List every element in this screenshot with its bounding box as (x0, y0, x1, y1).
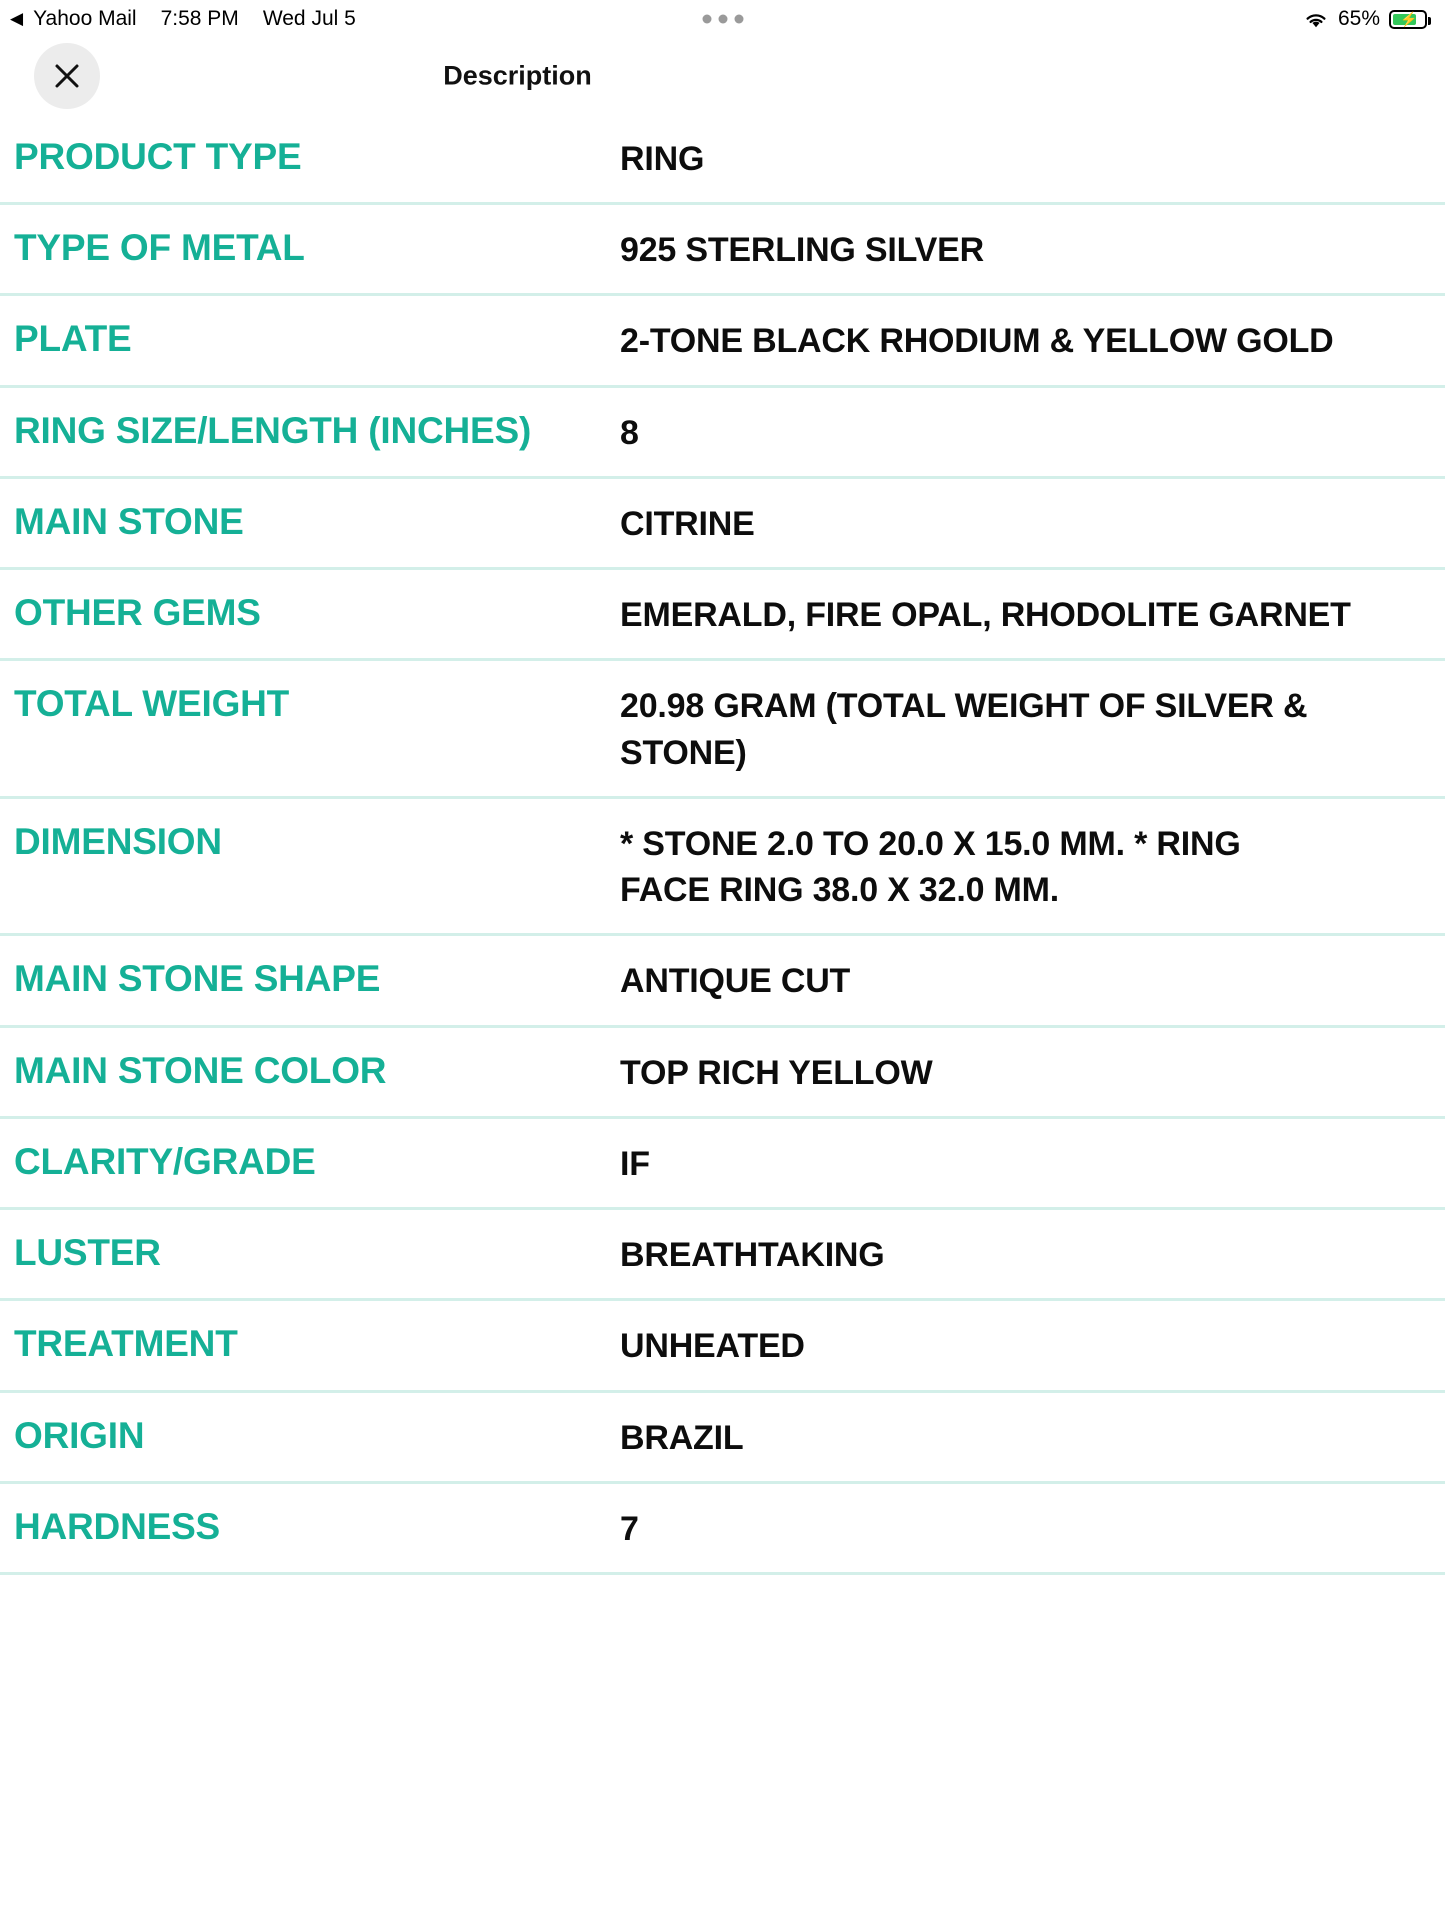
row-value-line: 7 (620, 1509, 639, 1548)
row-label: HARDNESS (14, 1505, 221, 1547)
row-value (620, 1209, 1445, 1300)
row-value (620, 935, 1445, 1026)
row-value-line: TOP RICH YELLOW (620, 1053, 933, 1092)
status-bar-date: Wed Jul 5 (262, 7, 356, 30)
row-label: DIMENSION (14, 820, 222, 862)
row-value (620, 1300, 1445, 1391)
table-row (0, 1117, 1445, 1208)
status-bar-left (10, 7, 356, 31)
row-label: RING SIZE/LENGTH (INCHES) (14, 409, 532, 451)
table-row (0, 1026, 1445, 1117)
table-row (0, 797, 1445, 934)
table-row (0, 1391, 1445, 1482)
row-label: LUSTER (14, 1232, 161, 1274)
table-row (0, 935, 1445, 1026)
row-label: PRODUCT TYPE (14, 136, 302, 177)
row-value-line: UNHEATED (620, 1327, 805, 1366)
table-row (0, 660, 1445, 797)
row-value-line: ANTIQUE CUT (620, 962, 851, 1001)
row-value-line: 2-TONE BLACK RHODIUM & YELLOW GOLD (620, 322, 1334, 361)
charging-bolt-icon: ⚡ (1400, 11, 1418, 27)
status-bar-right (1303, 7, 1427, 31)
row-value (620, 1391, 1445, 1482)
row-value-line: RING (620, 140, 705, 178)
dot-1 (702, 15, 711, 24)
dot-2 (718, 15, 727, 24)
table-row (0, 295, 1445, 386)
row-value (620, 1117, 1445, 1208)
row-value (620, 660, 1445, 797)
back-arrow-icon[interactable]: ◀ (10, 8, 24, 28)
battery-percent-label: 65% (1337, 7, 1380, 30)
table-row (0, 1482, 1445, 1573)
row-label: TREATMENT (14, 1323, 238, 1365)
status-bar (0, 0, 1445, 38)
nav-bar (0, 38, 1445, 114)
row-value (620, 204, 1445, 295)
row-label: TYPE OF METAL (14, 227, 305, 269)
row-value (620, 386, 1445, 477)
row-value (620, 797, 1445, 934)
row-label: CLARITY/GRADE (14, 1140, 316, 1182)
row-value-line: IF (620, 1144, 650, 1183)
description-table-container[interactable] (0, 114, 1445, 1575)
row-label: TOTAL WEIGHT (14, 683, 290, 725)
row-value-line: * STONE 2.0 TO 20.0 X 15.0 MM. * RING (620, 824, 1241, 863)
description-table (0, 114, 1445, 1575)
row-value-line: 925 STERLING SILVER (620, 231, 984, 270)
row-value (620, 477, 1445, 568)
row-value-line: EMERALD, FIRE OPAL, RHODOLITE GARNET (620, 596, 1351, 635)
row-label: PLATE (14, 318, 132, 360)
status-bar-time: 7:58 PM (160, 7, 239, 30)
dot-3 (734, 15, 743, 24)
row-value (620, 1026, 1445, 1117)
table-row (0, 204, 1445, 295)
table-row (0, 569, 1445, 660)
table-row (0, 386, 1445, 477)
row-value-line: 8 (620, 413, 639, 452)
table-row (0, 114, 1445, 204)
row-value-line: BRAZIL (620, 1418, 744, 1457)
row-value (620, 114, 1445, 204)
row-label: MAIN STONE SHAPE (14, 958, 381, 1000)
row-value-line: CITRINE (620, 504, 755, 543)
row-label: OTHER GEMS (14, 592, 261, 634)
row-value-line: BREATHTAKING (620, 1236, 885, 1275)
row-label: MAIN STONE COLOR (14, 1049, 387, 1091)
row-value (620, 569, 1445, 660)
table-row (0, 1209, 1445, 1300)
row-value (620, 1482, 1445, 1573)
table-row (0, 477, 1445, 568)
row-label: ORIGIN (14, 1414, 145, 1456)
wifi-icon (1303, 10, 1329, 29)
page-title: Description (443, 60, 592, 91)
status-bar-app-name[interactable]: Yahoo Mail (33, 7, 137, 30)
row-value-line: 20.98 GRAM (TOTAL WEIGHT OF SILVER & (620, 687, 1308, 726)
battery-charging-icon (1389, 10, 1427, 29)
row-value-line: STONE) (620, 733, 747, 772)
table-row (0, 1300, 1445, 1391)
row-value-line: FACE RING 38.0 X 32.0 MM. (620, 871, 1060, 910)
description-table-body (0, 114, 1445, 1573)
row-label: MAIN STONE (14, 500, 244, 542)
multitasking-dots-icon[interactable] (702, 15, 743, 24)
row-value (620, 295, 1445, 386)
